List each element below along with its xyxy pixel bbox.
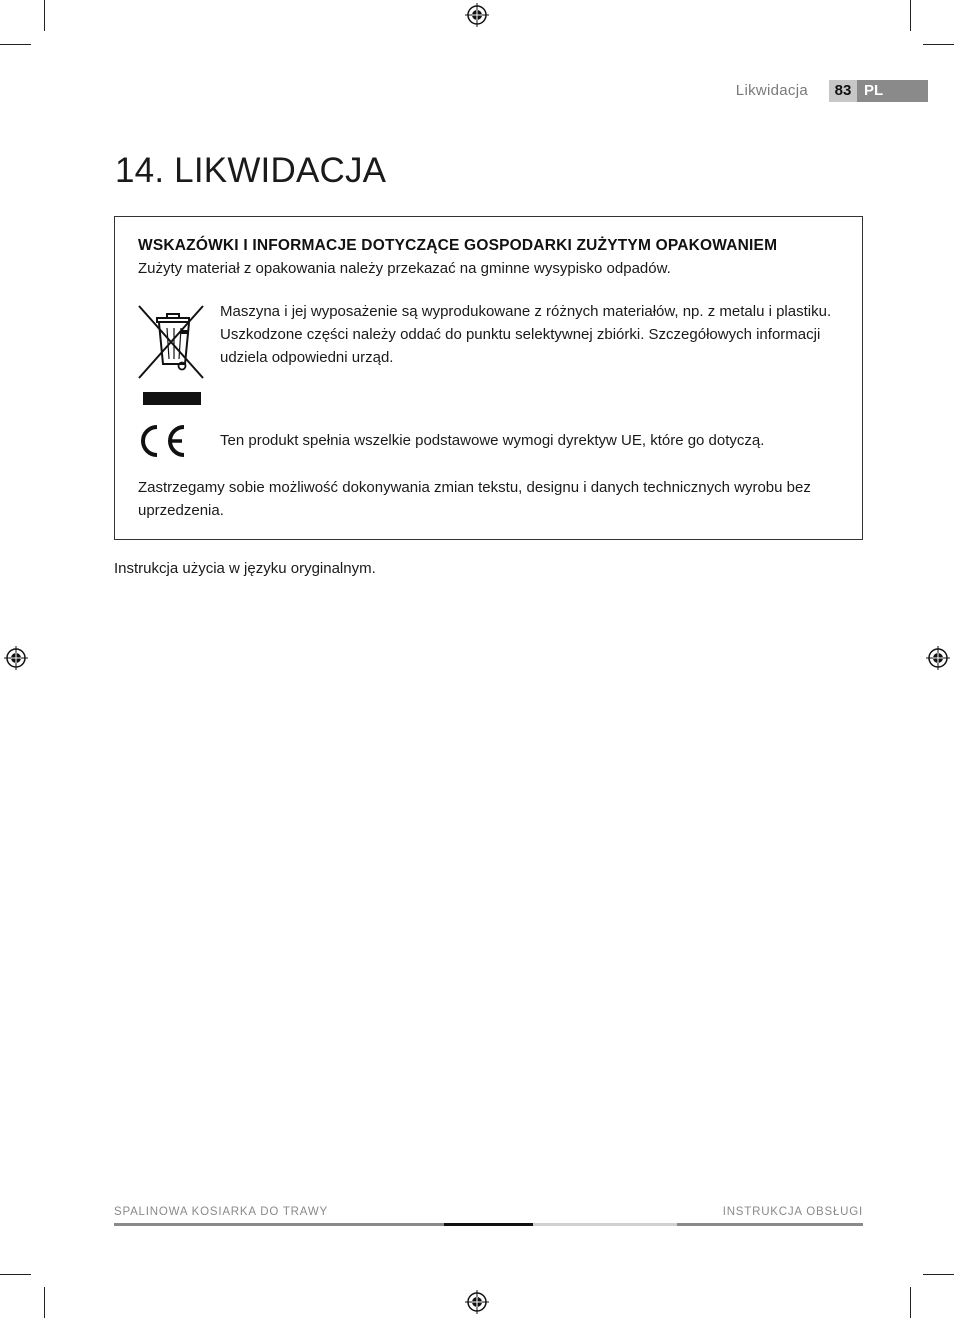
- language-badge: PL: [857, 80, 928, 102]
- page-header: [700, 80, 928, 102]
- disposal-info-box: [114, 216, 863, 540]
- crop-mark: [0, 44, 31, 45]
- footer-bar-segment: [444, 1223, 533, 1226]
- registration-mark-icon: [4, 646, 28, 670]
- registration-mark-icon: [465, 3, 489, 27]
- crop-mark: [44, 0, 45, 31]
- crop-mark: [923, 1274, 954, 1275]
- crop-mark: [923, 44, 954, 45]
- reservation-text: Zastrzegamy sobie możliwość dokonywania zmian tekstu, designu i danych technicznych wyrobu bez uprzedzenia.: [138, 479, 811, 519]
- crossed-out-wheelie-bin-icon: [137, 304, 207, 408]
- crop-mark: [910, 0, 911, 31]
- footer-bar-segment: [533, 1223, 677, 1226]
- info-box-heading: WSKAZÓWKI I INFORMACJE DOTYCZĄCE GOSPODARKI ZUŻYTYM OPAKOWANIEM: [138, 237, 778, 254]
- weee-text: Maszyna i jej wyposażenie są wyprodukowane z różnych materiałów, np. z metalu i plastiku. Uszkodzone części należy oddać do punktu selektywnej zbiórki. Szczegółowych informacji udziela odpowiedni urząd.: [220, 303, 832, 366]
- registration-mark-icon: [465, 1290, 489, 1314]
- footer-bar-segment: [677, 1223, 863, 1226]
- page-number: 83: [829, 80, 857, 102]
- section-label: Likwidacja: [735, 82, 808, 99]
- crop-mark: [44, 1287, 45, 1318]
- footer-product-name: SPALINOWA KOSIARKA DO TRAWY: [114, 1206, 328, 1218]
- packaging-text: Zużyty materiał z opakowania należy przekazać na gminne wysypisko odpadów.: [138, 260, 671, 277]
- crop-mark: [0, 1274, 31, 1275]
- registration-mark-icon: [926, 646, 950, 670]
- footer-bar-segment: [114, 1223, 444, 1226]
- page-title: 14. LIKWIDACJA: [115, 151, 387, 190]
- footer-document-type: INSTRUKCJA OBSŁUGI: [722, 1206, 863, 1218]
- crop-mark: [910, 1287, 911, 1318]
- ce-mark-icon: [137, 423, 187, 459]
- original-instructions-note: Instrukcja użycia w języku oryginalnym.: [114, 560, 376, 577]
- ce-text: Ten produkt spełnia wszelkie podstawowe wymogi dyrektyw UE, które go dotyczą.: [220, 432, 765, 449]
